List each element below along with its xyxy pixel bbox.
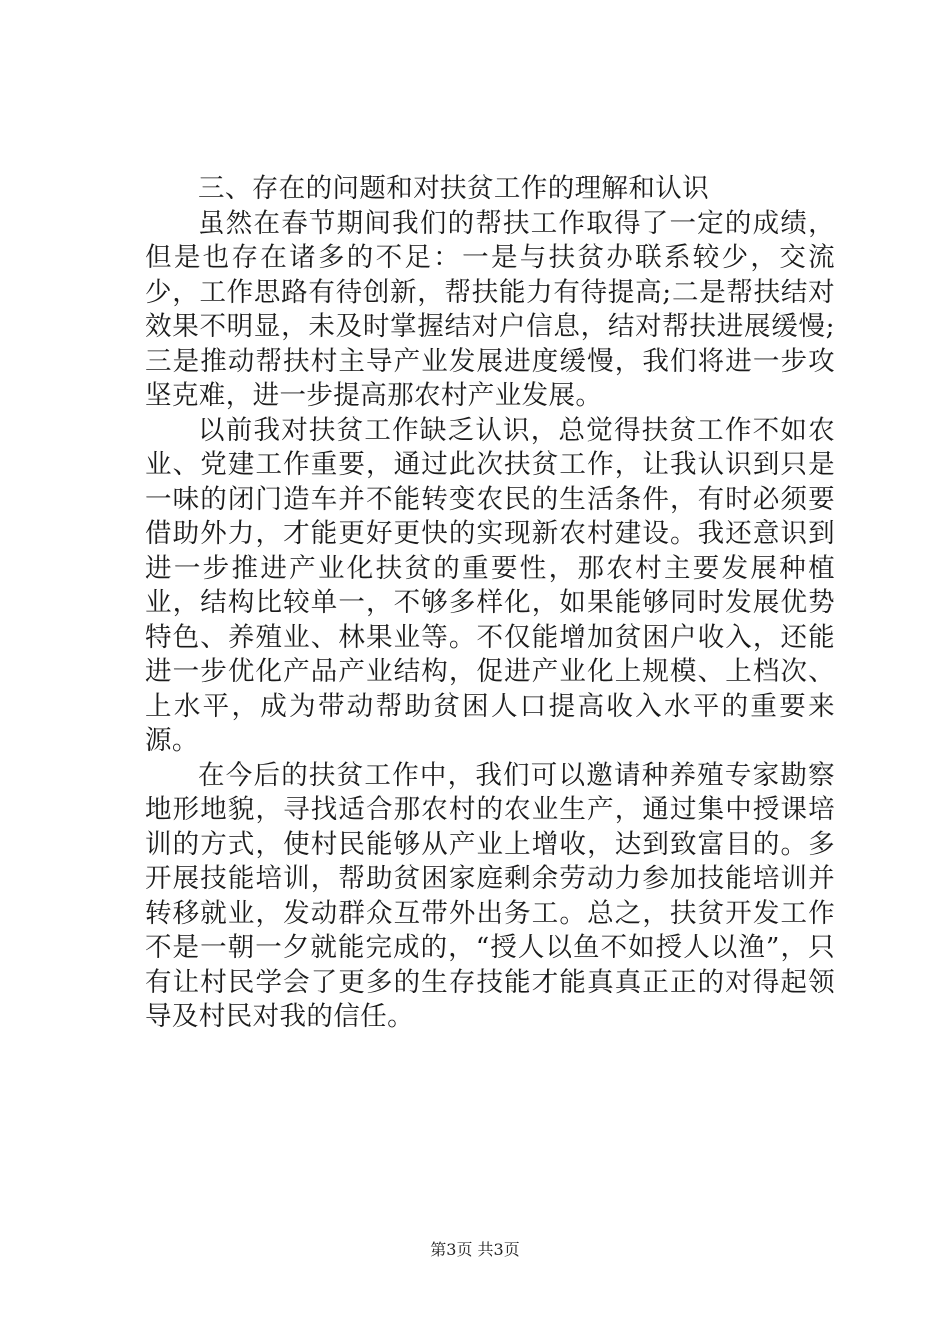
section-heading: 三、存在的问题和对扶贫工作的理解和认识	[198, 173, 710, 204]
paragraph-future-plans: 在今后的扶贫工作中，我们可以邀请种养殖专家勘察地形地貌，寻找适合那农村的农业生产，通过集中授课培训的方式，使村民能够从产业上增收，达到致富目的。多开展技能培训，帮助贫困家庭剩余劳动力参加技能培训并转移就业，发动群众互带外出务工。总之，扶贫开发工作不是一朝一夕就能完成的，“授人以鱼不如授人以渔”，只有让村民学会了更多的生存技能才能真真正正的对得起领导及村民对我的信任。	[145, 759, 835, 1032]
page-number-footer: 第3页 共3页	[430, 1240, 520, 1259]
document-body	[145, 172, 835, 1035]
paragraph-understanding: 以前我对扶贫工作缺乏认识，总觉得扶贫工作不如农业、党建工作重要，通过此次扶贫工作，让我认识到只是一味的闭门造车并不能转变农民的生活条件，有时必须要借助外力，才能更好更快的实现新农村建设。我还意识到进一步推进产业化扶贫的重要性，那农村主要发展种植业，结构比较单一，不够多样化，如果能够同时发展优势特色、养殖业、林果业等。不仅能增加贫困户收入，还能进一步优化产品产业结构，促进产业化上规模、上档次、上水平，成为带动帮助贫困人口提高收入水平的重要来源。	[145, 414, 835, 756]
paragraph-shortcomings: 虽然在春节期间我们的帮扶工作取得了一定的成绩，但是也存在诸多的不足：一是与扶贫办联系较少，交流少，工作思路有待创新，帮扶能力有待提高;二是帮扶结对效果不明显，未及时掌握结对户信息，结对帮扶进展缓慢;三是推动帮扶村主导产业发展进度缓慢，我们将进一步攻坚克难，进一步提高那农村产业发展。	[145, 207, 835, 411]
